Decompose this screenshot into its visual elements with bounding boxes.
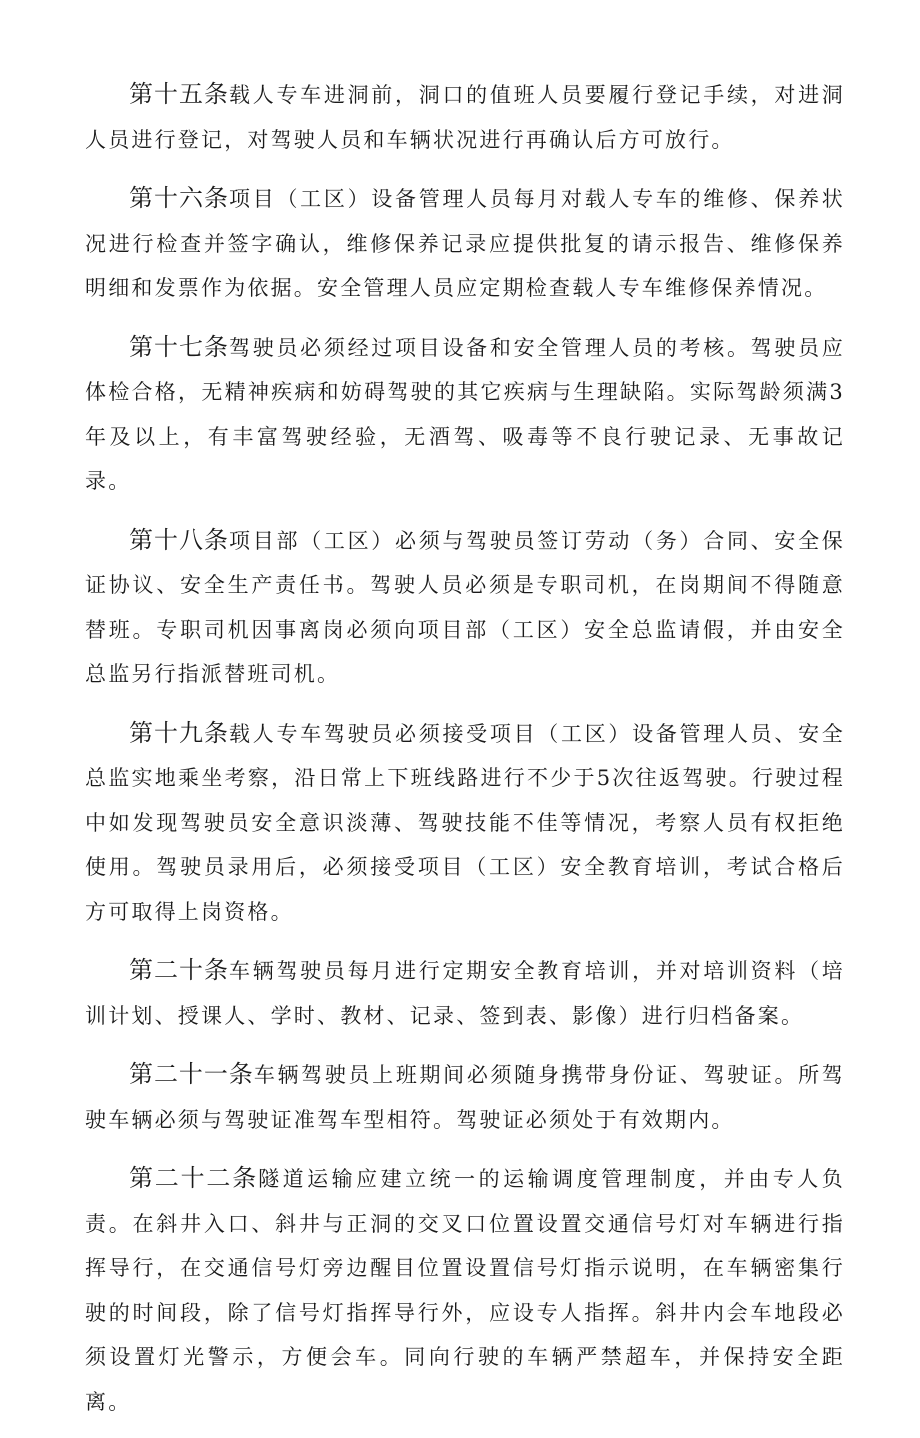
article-number: 第二十一条 (129, 1060, 254, 1088)
article-text: 载人专车进洞前，洞口的值班人员要履行登记手续，对进洞人员进行登记，对驾驶人员和车辆状况进行再确认后方可放行。 (85, 83, 846, 152)
article-17 (85, 325, 845, 504)
article-16 (85, 176, 845, 311)
article-number: 第二十条 (129, 956, 230, 984)
article-15 (85, 72, 845, 162)
article-text: 项目（工区）设备管理人员每月对载人专车的维修、保养状况进行检查并签字确认，维修保养记录应提供批复的请示报告、维修保养明细和发票作为依据。安全管理人员应定期检查载人专车维修保养情况。 (85, 187, 846, 300)
article-21 (85, 1052, 845, 1142)
article-text: 驾驶员必须经过项目设备和安全管理人员的考核。驾驶员应体检合格，无精神疾病和妨碍驾驶的其它疾病与生理缺陷。实际驾龄须满3年及以上，有丰富驾驶经验，无酒驾、吸毒等不良行驶记录、无事故记录。 (85, 335, 846, 493)
article-number: 第十九条 (129, 718, 230, 747)
article-text: 车辆驾驶员上班期间必须随身携带身份证、驾驶证。所驾驶车辆必须与驾驶证准驾车型相符。驾驶证必须处于有效期内。 (85, 1063, 845, 1132)
document-page (85, 72, 845, 1438)
article-number: 第十八条 (129, 525, 230, 554)
article-18 (85, 518, 845, 697)
article-22 (85, 1156, 845, 1424)
article-number: 第十七条 (129, 332, 230, 361)
article-number: 第十六条 (129, 184, 230, 212)
article-19 (85, 711, 845, 935)
article-text: 项目部（工区）必须与驾驶员签订劳动（务）合同、安全保证协议、安全生产责任书。驾驶人员必须是专职司机，在岗期间不得随意替班。专职司机因事离岗必须向项目部（工区）安全总监请假，并由安全总监另行指派替班司机。 (85, 528, 846, 686)
article-number: 第二十二条 (129, 1164, 259, 1192)
article-number: 第十五条 (129, 80, 230, 108)
article-text: 隧道运输应建立统一的运输调度管理制度，并由专人负责。在斜井入口、斜井与正洞的交叉口位置设置交通信号灯对车辆进行指挥导行，在交通信号灯旁边醒目位置设置信号灯指示说明，在车辆密集行驶的时间段，除了信号灯指挥导行外，应设专人指挥。斜井内会车地段必须设置灯光警示，方便会车。同向行驶的车辆严禁超车，并保持安全距离。 (85, 1167, 845, 1414)
article-20 (85, 948, 845, 1038)
article-text: 载人专车驾驶员必须接受项目（工区）设备管理人员、安全总监实地乘坐考察，沿日常上下班线路进行不少于5次往返驾驶。行驶过程中如发现驾驶员安全意识淡薄、驾驶技能不佳等情况，考察人员有权拒绝使用。驾驶员录用后，必须接受项目（工区）安全教育培训，考试合格后方可取得上岗资格。 (85, 721, 846, 924)
article-text: 车辆驾驶员每月进行定期安全教育培训，并对培训资料（培训计划、授课人、学时、教材、记录、签到表、影像）进行归档备案。 (85, 959, 846, 1028)
